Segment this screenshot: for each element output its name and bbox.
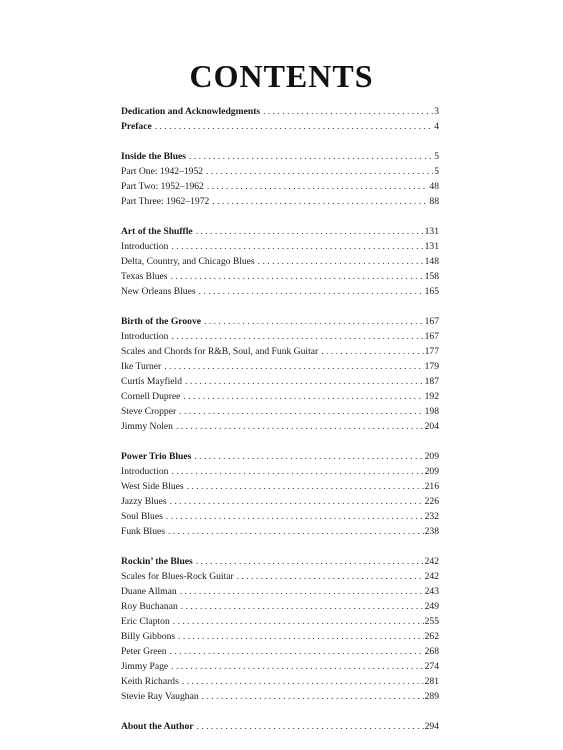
toc-entry-page: 177 xyxy=(424,346,439,357)
toc-entry-page: 209 xyxy=(424,451,439,462)
toc-entry-page: 167 xyxy=(424,316,439,327)
toc-entry-page: 243 xyxy=(424,586,439,597)
toc-entry-title: Part Three: 1962–1972 xyxy=(121,196,210,207)
dot-leader xyxy=(180,584,424,599)
toc-entry[interactable] xyxy=(121,314,439,329)
dot-leader xyxy=(263,104,433,119)
toc-entry-title: Eric Clapton xyxy=(121,616,170,627)
toc-entry[interactable] xyxy=(121,119,439,134)
table-of-contents xyxy=(121,104,439,734)
toc-entry[interactable] xyxy=(121,449,439,464)
toc-entry-title: Jazzy Blues xyxy=(121,496,167,507)
dot-leader xyxy=(179,404,423,419)
toc-entry-page: 204 xyxy=(424,421,439,432)
dot-leader xyxy=(206,164,433,179)
toc-entry-page: 131 xyxy=(424,241,439,252)
toc-entry[interactable] xyxy=(121,329,439,344)
toc-entry-title: Roy Buchanan xyxy=(121,601,178,612)
toc-entry-page: 294 xyxy=(424,721,439,732)
dot-leader xyxy=(185,374,424,389)
toc-entry-page: 131 xyxy=(424,226,439,237)
toc-entry[interactable] xyxy=(121,284,439,299)
toc-entry-page: 158 xyxy=(424,271,439,282)
toc-section xyxy=(121,224,439,299)
toc-entry[interactable] xyxy=(121,629,439,644)
dot-leader xyxy=(202,689,424,704)
toc-entry-title: Texas Blues xyxy=(121,271,168,282)
toc-entry[interactable] xyxy=(121,584,439,599)
toc-entry-title: Introduction xyxy=(121,466,169,477)
toc-entry-title: Steve Cropper xyxy=(121,406,177,417)
toc-entry-title: Inside the Blues xyxy=(121,151,187,162)
toc-entry[interactable] xyxy=(121,404,439,419)
toc-entry-page: 209 xyxy=(424,466,439,477)
toc-entry-page: 179 xyxy=(424,361,439,372)
dot-leader xyxy=(170,494,424,509)
toc-entry-page: 4 xyxy=(434,121,439,132)
toc-entry-page: 289 xyxy=(424,691,439,702)
dot-leader xyxy=(194,449,423,464)
toc-entry[interactable] xyxy=(121,719,439,734)
dot-leader xyxy=(176,419,424,434)
toc-entry-page: 249 xyxy=(424,601,439,612)
toc-entry-title: Jimmy Nolen xyxy=(121,421,173,432)
toc-entry[interactable] xyxy=(121,194,439,209)
toc-section xyxy=(121,554,439,704)
toc-entry-title: Keith Richards xyxy=(121,676,179,687)
toc-entry-title: Soul Blues xyxy=(121,511,163,522)
toc-entry[interactable] xyxy=(121,599,439,614)
toc-section xyxy=(121,314,439,434)
toc-section xyxy=(121,449,439,539)
toc-entry-page: 274 xyxy=(424,661,439,672)
dot-leader xyxy=(258,254,424,269)
dot-leader xyxy=(321,344,423,359)
toc-entry[interactable] xyxy=(121,419,439,434)
toc-entry-page: 281 xyxy=(424,676,439,687)
toc-entry-title: Art of the Shuffle xyxy=(121,226,193,237)
toc-entry-title: Scales for Blues-Rock Guitar xyxy=(121,571,234,582)
toc-entry-title: Part One: 1942–1952 xyxy=(121,166,204,177)
toc-entry-page: 192 xyxy=(424,391,439,402)
toc-entry[interactable] xyxy=(121,359,439,374)
page-title: CONTENTS xyxy=(189,58,374,94)
dot-leader xyxy=(178,629,424,644)
dot-leader xyxy=(171,464,423,479)
dot-leader xyxy=(197,719,424,734)
dot-leader xyxy=(237,569,424,584)
toc-entry-page: 3 xyxy=(434,106,439,117)
dot-leader xyxy=(171,329,423,344)
toc-entry-page: 216 xyxy=(424,481,439,492)
toc-entry-title: Delta, Country, and Chicago Blues xyxy=(121,256,255,267)
dot-leader xyxy=(171,269,424,284)
dot-leader xyxy=(171,659,423,674)
toc-entry-title: About the Author xyxy=(121,721,194,732)
toc-entry-page: 262 xyxy=(424,631,439,642)
toc-section xyxy=(121,149,439,209)
toc-entry[interactable] xyxy=(121,659,439,674)
dot-leader xyxy=(207,179,429,194)
toc-entry[interactable] xyxy=(121,149,439,164)
toc-entry[interactable] xyxy=(121,554,439,569)
toc-entry-title: Duane Allman xyxy=(121,586,177,597)
toc-entry[interactable] xyxy=(121,569,439,584)
toc-entry-page: 165 xyxy=(424,286,439,297)
toc-entry[interactable] xyxy=(121,374,439,389)
toc-entry[interactable] xyxy=(121,104,439,119)
toc-entry-page: 198 xyxy=(424,406,439,417)
toc-entry[interactable] xyxy=(121,389,439,404)
dot-leader xyxy=(196,224,424,239)
toc-entry-page: 242 xyxy=(424,571,439,582)
toc-entry-title: Peter Green xyxy=(121,646,167,657)
toc-section xyxy=(121,104,439,134)
toc-entry-title: Jimmy Page xyxy=(121,661,169,672)
toc-entry-page: 255 xyxy=(424,616,439,627)
toc-entry-page: 232 xyxy=(424,511,439,522)
dot-leader xyxy=(189,149,433,164)
toc-entry-page: 5 xyxy=(434,166,439,177)
toc-entry[interactable] xyxy=(121,674,439,689)
dot-leader xyxy=(170,644,424,659)
dot-leader xyxy=(212,194,428,209)
toc-entry[interactable] xyxy=(121,254,439,269)
dot-leader xyxy=(155,119,433,134)
toc-entry-page: 5 xyxy=(434,151,439,162)
toc-entry[interactable] xyxy=(121,164,439,179)
toc-entry[interactable] xyxy=(121,269,439,284)
toc-entry-title: Power Trio Blues xyxy=(121,451,192,462)
toc-entry[interactable] xyxy=(121,644,439,659)
toc-entry-title: Funk Blues xyxy=(121,526,165,537)
toc-entry-title: West Side Blues xyxy=(121,481,184,492)
toc-entry-page: 88 xyxy=(429,196,439,207)
toc-entry[interactable] xyxy=(121,464,439,479)
toc-entry-title: New Orleans Blues xyxy=(121,286,196,297)
dot-leader xyxy=(166,509,424,524)
toc-entry-page: 167 xyxy=(424,331,439,342)
dot-leader xyxy=(181,599,424,614)
dot-leader xyxy=(204,314,424,329)
toc-entry-page: 268 xyxy=(424,646,439,657)
toc-entry-title: Introduction xyxy=(121,331,169,342)
dot-leader xyxy=(187,479,424,494)
toc-entry-title: Ike Turner xyxy=(121,361,162,372)
toc-entry-page: 148 xyxy=(424,256,439,267)
toc-entry-title: Preface xyxy=(121,121,152,132)
toc-entry-title: Stevie Ray Vaughan xyxy=(121,691,199,702)
toc-entry[interactable] xyxy=(121,689,439,704)
toc-entry-title: Cornell Dupree xyxy=(121,391,181,402)
toc-entry[interactable] xyxy=(121,224,439,239)
toc-entry-title: Part Two: 1952–1962 xyxy=(121,181,204,192)
toc-entry-title: Scales and Chords for R&B, Soul, and Funk Guitar xyxy=(121,346,319,357)
toc-entry[interactable] xyxy=(121,479,439,494)
toc-entry-page: 187 xyxy=(424,376,439,387)
toc-entry-title: Rockin’ the Blues xyxy=(121,556,193,567)
toc-entry-title: Birth of the Groove xyxy=(121,316,202,327)
dot-leader xyxy=(183,389,423,404)
toc-entry[interactable] xyxy=(121,239,439,254)
toc-entry[interactable] xyxy=(121,344,439,359)
toc-entry-page: 238 xyxy=(424,526,439,537)
dot-leader xyxy=(196,554,424,569)
toc-entry[interactable] xyxy=(121,509,439,524)
dot-leader xyxy=(171,239,423,254)
toc-entry[interactable] xyxy=(121,179,439,194)
dot-leader xyxy=(199,284,424,299)
toc-entry-page: 48 xyxy=(429,181,439,192)
dot-leader xyxy=(173,614,424,629)
dot-leader xyxy=(164,359,423,374)
toc-entry-title: Dedication and Acknowledgments xyxy=(121,106,261,117)
toc-entry-title: Curtis Mayfield xyxy=(121,376,183,387)
toc-entry[interactable] xyxy=(121,494,439,509)
toc-entry-page: 226 xyxy=(424,496,439,507)
toc-entry[interactable] xyxy=(121,524,439,539)
toc-entry-title: Billy Gibbons xyxy=(121,631,176,642)
dot-leader xyxy=(168,524,424,539)
dot-leader xyxy=(182,674,424,689)
toc-entry-page: 242 xyxy=(424,556,439,567)
toc-entry-title: Introduction xyxy=(121,241,169,252)
toc-entry[interactable] xyxy=(121,614,439,629)
toc-section xyxy=(121,719,439,734)
